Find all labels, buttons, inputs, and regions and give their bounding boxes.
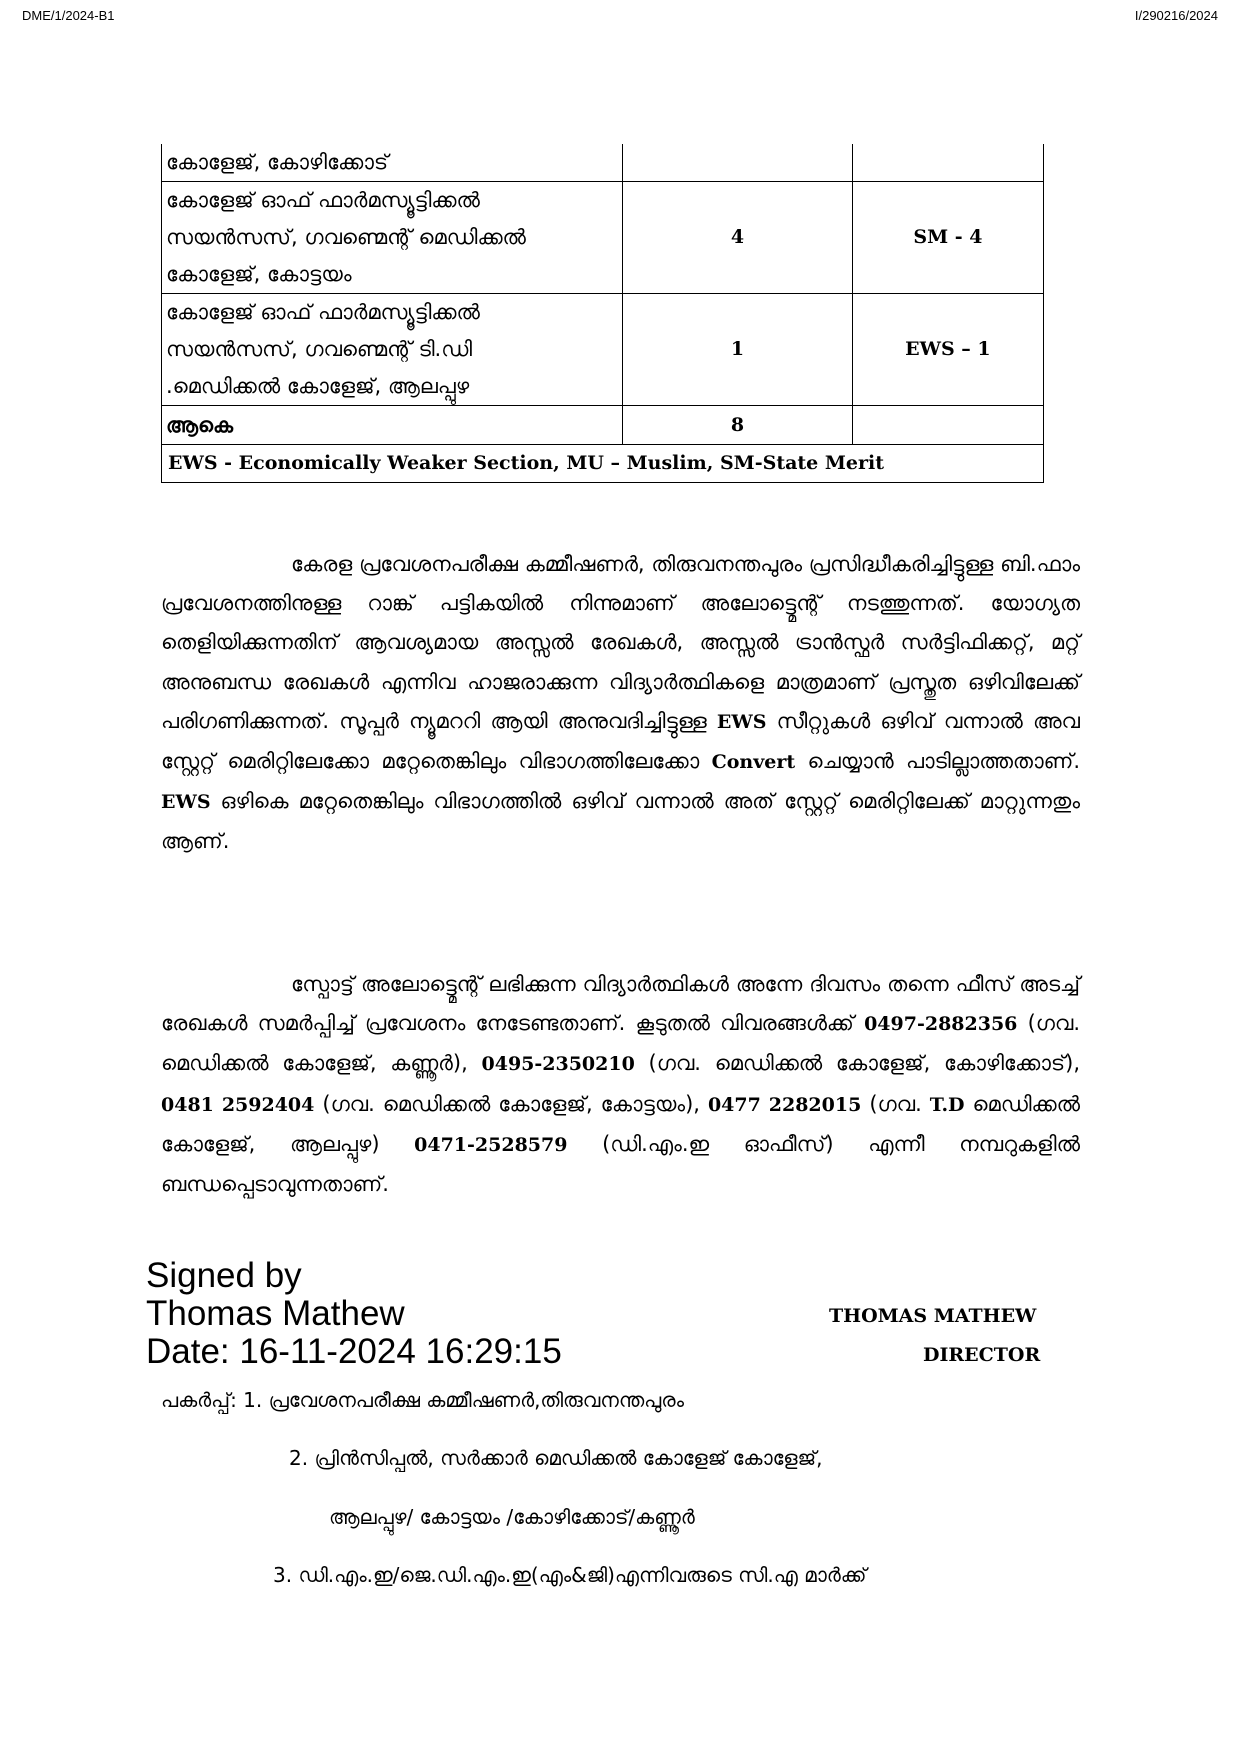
paragraph-bold: EWS (716, 710, 767, 733)
copy-to-line: പകർപ്പ്: 1. പ്രവേശനപരീക്ഷ കമ്മീഷണർ,തിരുവനന്തപുരം (161, 1388, 684, 1412)
seats-cell: 1 (623, 294, 853, 406)
table-row (162, 294, 1044, 406)
institution-cell (162, 144, 623, 182)
paragraph-text: (ഗവ. (861, 1091, 930, 1116)
category-cell: EWS – 1 (852, 294, 1043, 406)
copy-to-line: 2. പ്രിൻസിപ്പൽ, സർക്കാർ മെഡിക്കൽ കോളേജ് കോളേജ്, (289, 1446, 823, 1470)
signer-name-line: Thomas Mathew (146, 1294, 405, 1333)
contact-paragraph (161, 965, 1080, 1204)
institution-cell (162, 182, 623, 294)
total-value: 8 (623, 406, 853, 445)
document-reference: DME/1/2024-B1 (22, 8, 115, 23)
institution-line: സയൻസസ്, ഗവണ്മെന്റ് മെഡിക്കൽ (166, 225, 526, 249)
file-number: I/290216/2024 (1134, 8, 1218, 23)
seats-cell (623, 144, 853, 182)
institution-line: സയൻസസ്, ഗവണ്മെന്റ് ടി.ഡി (166, 337, 473, 361)
paragraph-text: സീറ്റുകൾ ഒഴിവ് വന്നാൽ അവ സ്റ്റേറ്റ് മെരിറ്റിലേക്കോ മറ്റേതെങ്കിലും വിഭാഗത്തിലേക്കോ (161, 708, 1080, 774)
signature-date-line: Date: 16-11-2024 16:29:15 (146, 1332, 562, 1371)
phone-number: 0495-2350210 (481, 1053, 635, 1076)
paragraph-text: (ഗവ. മെഡിക്കൽ കോളേജ്, കണ്ണൂർ), (161, 1011, 1080, 1076)
institution-line: കോളേജ് ഓഫ് ഫാർമസ്യൂട്ടിക്കൽ (166, 188, 480, 212)
category-cell (852, 144, 1043, 182)
paragraph-text: (ഗവ. മെഡിക്കൽ കോളേജ്, കോട്ടയം), (314, 1091, 708, 1116)
phone-number: 0497-2882356 (864, 1013, 1018, 1036)
phone-number: 0481 2592404 (161, 1093, 315, 1116)
copy-to-line: 3. ഡി.എം.ഇ/ജെ.ഡി.എം.ഇ(എം&ജി)എന്നിവരുടെ സി.എ മാർക്ക് (273, 1563, 867, 1587)
phone-number: 0477 2282015 (707, 1093, 862, 1116)
paragraph-text: (ഡി.എം.ഇ ഓഫീസ്) എന്നീ നമ്പറുകളിൽ ബന്ധപ്പെടാവുന്നതാണ്. (161, 1131, 1080, 1197)
paragraph-text: ചെയ്യാൻ പാടില്ലാത്തതാണ്. (795, 749, 1080, 774)
empty-cell (852, 406, 1043, 445)
paragraph-text: ഒഴികെ മറ്റേതെങ്കിലും വിഭാഗത്തിൽ ഒഴിവ് വന്നാൽ അത് സ്റ്റേറ്റ് മെരിറ്റിലേക്ക് മാറ്റുന്നതും ആണ്. (161, 789, 1080, 854)
institution-line: .മെഡിക്കൽ കോളേജ്, ആലപ്പുഴ (166, 374, 470, 398)
institution-line: കോളേജ്, കോട്ടയം (166, 262, 352, 286)
institution-line: കോളേജ് ഓഫ് ഫാർമസ്യൂട്ടിക്കൽ (166, 300, 480, 324)
digital-signature (146, 1257, 562, 1371)
table-row (162, 182, 1044, 294)
seats-cell: 4 (623, 182, 853, 294)
total-label: ആകെ (162, 406, 623, 445)
paragraph-text: (ഗവ. മെഡിക്കൽ കോളേജ്, കോഴിക്കോട്), (634, 1051, 1080, 1076)
total-row (162, 406, 1044, 445)
table-row (162, 144, 1044, 182)
abbreviation-note: EWS - Economically Weaker Section, MU – Muslim, SM-State Merit (162, 445, 1044, 483)
paragraph-bold: Convert (711, 751, 796, 774)
signed-by-line: Signed by (146, 1256, 302, 1295)
seat-table (161, 144, 1044, 483)
allotment-paragraph (161, 545, 1080, 862)
paragraph-text: സ്പോട്ട് അലോട്ട്മെന്റ് ലഭിക്കുന്ന വിദ്യാർത്ഥികൾ അന്നേ ദിവസം തന്നെ ഫീസ് അടച്ച് രേഖകൾ സമർപ്പിച്ച് പ്രവേശനം നേടേണ്ടതാണ്. കൂടുതൽ വിവരങ്ങൾക്ക് (161, 972, 1080, 1036)
signatory-designation: DIRECTOR (923, 1344, 1041, 1366)
signatory-name: THOMAS MATHEW (829, 1305, 1037, 1327)
copy-to-line: ആലപ്പുഴ/ കോട്ടയം /കോഴിക്കോട്/കണ്ണൂർ (329, 1505, 695, 1529)
paragraph-bold: T.D (929, 1093, 965, 1116)
paragraph-text: കേരള പ്രവേശനപരീക്ഷ കമ്മീഷണർ, തിരുവനന്തപുരം പ്രസിദ്ധീകരിച്ചിട്ടുള്ള ബി.ഫാം പ്രവേശനത്തിനുള്ള റാങ്ക് പട്ടികയിൽ നിന്നുമാണ് അലോട്ട്മെന്റ് നടത്തുന്നത്. യോഗ്യത തെളിയിക്കുന്നതിന് ആവശ്യമായ അസ്സൽ രേഖകൾ, അസ്സൽ ട്രാൻസ്ഫർ സർട്ടിഫിക്കറ്റ്, മറ്റ് അനുബന്ധ രേഖകൾ എന്നിവ ഹാജരാക്കുന്ന വിദ്യാർത്ഥികളെ മാത്രമാണ് പ്രസ്തുത ഒഴിവിലേക്ക് പരിഗണിക്കുന്നത്. സൂപ്പർ ന്യൂമററി ആയി അനുവദിച്ചിട്ടുള്ള (161, 552, 1080, 733)
paragraph-text: മെഡിക്കൽ കോളേജ്, ആലപ്പുഴ) (161, 1091, 1081, 1156)
institution-line: കോളേജ്, കോഴിക്കോട് (166, 150, 389, 174)
phone-number: 0471-2528579 (414, 1133, 568, 1156)
legend-row (162, 445, 1044, 483)
category-cell: SM - 4 (852, 182, 1043, 294)
institution-cell (162, 294, 623, 406)
paragraph-bold: EWS (161, 791, 211, 814)
